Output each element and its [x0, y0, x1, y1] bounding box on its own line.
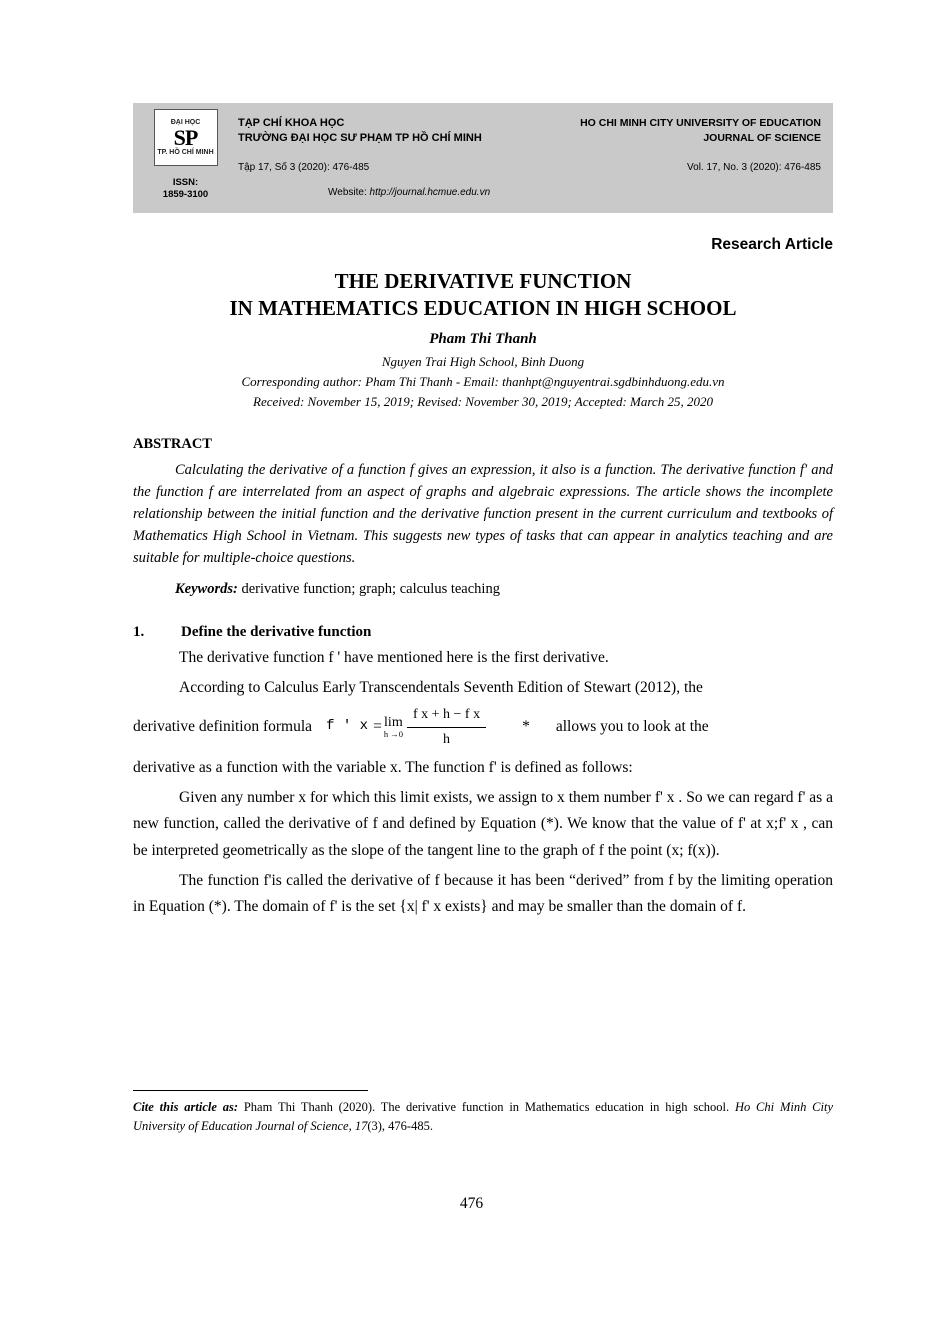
formula-text-before: derivative definition formula [133, 717, 313, 735]
citation-journal: Ho Chi Minh City University of Education Journal of Science, 17 [133, 1100, 834, 1134]
section-number-1: 1. [133, 623, 145, 640]
website-line [328, 187, 538, 198]
article-type-label: Research Article [711, 236, 833, 253]
limit-operator [384, 716, 403, 739]
formula-paragraph [133, 703, 833, 752]
formula-lhs: f ' x [326, 718, 369, 735]
formula-text-after: allows you to look at the [555, 717, 709, 735]
issn-label: ISSN: [172, 177, 199, 188]
paragraph-5: Given any number x for which this limit exists, we assign to x them number f' x . So we can regard f' as a new function, called the derivative of f and defined by Equation (*). We know that the value of f' at x;f' x , can be interpreted geometrically as the slope of the tangent line to the graph of f the point (x; f(x)). [133, 789, 833, 859]
university-name-vn: TRƯỜNG ĐẠI HỌC SƯ PHẠM TP HỒ CHÍ MINH [238, 131, 482, 144]
difference-quotient-fraction [407, 703, 486, 752]
citation-tail: (3), 476-485. [367, 1119, 433, 1134]
header-english-block [538, 103, 833, 213]
abstract-heading: ABSTRACT [133, 435, 212, 452]
author-name: Pham Thi Thanh [429, 330, 537, 347]
title-line-1: THE DERIVATIVE FUNCTION [334, 269, 632, 293]
submission-dates: Received: November 15, 2019; Revised: November 30, 2019; Accepted: March 25, 2020 [253, 393, 713, 409]
citation-footnote [133, 1098, 833, 1137]
paragraph-2: According to Calculus Early Transcendentals Seventh Edition of Stewart (2012), the [179, 678, 703, 696]
formula-equals: = [373, 717, 382, 735]
journal-name-vn: TẠP CHÍ KHOA HỌC [238, 117, 345, 129]
journal-header-band [133, 103, 833, 213]
fraction-numerator: f x + h − f x [407, 703, 486, 728]
volume-info-vn: Tập 17, Số 3 (2020): 476-485 [238, 161, 370, 173]
corresponding-author: Corresponding author: Pham Thi Thanh - Email: thanhpt@nguyentrai.sgdbinhduong.edu.vn [241, 373, 725, 389]
logo-top-text: ĐẠI HỌC [170, 119, 201, 127]
paragraph-6: The function f'is called the derivative of f because it has been “derived” from f by the limiting operation in Equation (*). The domain of f' is the set {x| f' x exists} and may be smaller than the domain of f. [133, 871, 833, 915]
author-affiliation: Nguyen Trai High School, Binh Duong [381, 353, 585, 369]
volume-info-en: Vol. 17, No. 3 (2020): 476-485 [687, 162, 821, 174]
logo-column [133, 103, 238, 213]
logo-main-text: SP [173, 124, 198, 150]
abstract-text: Calculating the derivative of a function f gives an expression, it also is a function. The derivative function f' and the function f are interrelated from an aspect of graphs and algebraic expressions. The article shows the incomplete relationship between the initial function and the derivative function present in the current curriculum and textbooks of Mathematics High School in Vietnam. This suggests new types of tasks that can appear in analytics teaching and are suitable for multiple-choice questions. [133, 461, 833, 566]
citation-label: Cite this article as: [133, 1100, 239, 1114]
keywords-value: derivative function; graph; calculus teaching [237, 580, 500, 597]
paragraph-4: derivative as a function with the variable x. The function f' is defined as follows: [133, 759, 633, 777]
website-url[interactable]: http://journal.hcmue.edu.vn [369, 186, 491, 198]
keywords-label: Keywords: [175, 580, 238, 597]
journal-name-en: JOURNAL OF SCIENCE [703, 131, 821, 144]
keywords-line [133, 581, 833, 598]
limit-main: lim [384, 714, 403, 730]
fraction-denominator: h [443, 731, 451, 747]
website-label: Website: [328, 186, 367, 198]
footnote-divider [133, 1090, 368, 1091]
paragraph-1: The derivative function f ' have mentioned here is the first derivative. [179, 648, 609, 666]
title-line-2: IN MATHEMATICS EDUCATION IN HIGH SCHOOL [229, 296, 737, 321]
page-title [133, 268, 833, 323]
formula-star-marker: * [522, 717, 530, 735]
citation-text: Pham Thi Thanh (2020). The derivative function in Mathematics education in high school. [238, 1100, 730, 1114]
article-content [133, 236, 833, 920]
header-vietnamese-block [238, 103, 538, 213]
section-heading-1 [133, 624, 833, 641]
university-name-en: HO CHI MINH CITY UNIVERSITY OF EDUCATION [580, 117, 821, 129]
issn-block [163, 177, 208, 201]
university-logo-icon [154, 109, 218, 166]
issn-value: 1859-3100 [162, 188, 209, 200]
section-title-1: Define the derivative function [181, 623, 372, 640]
limit-subscript: h →0 [383, 728, 403, 739]
page-number: 476 [459, 1195, 484, 1212]
logo-bottom-text: TP. HỒ CHÍ MINH [157, 148, 214, 156]
